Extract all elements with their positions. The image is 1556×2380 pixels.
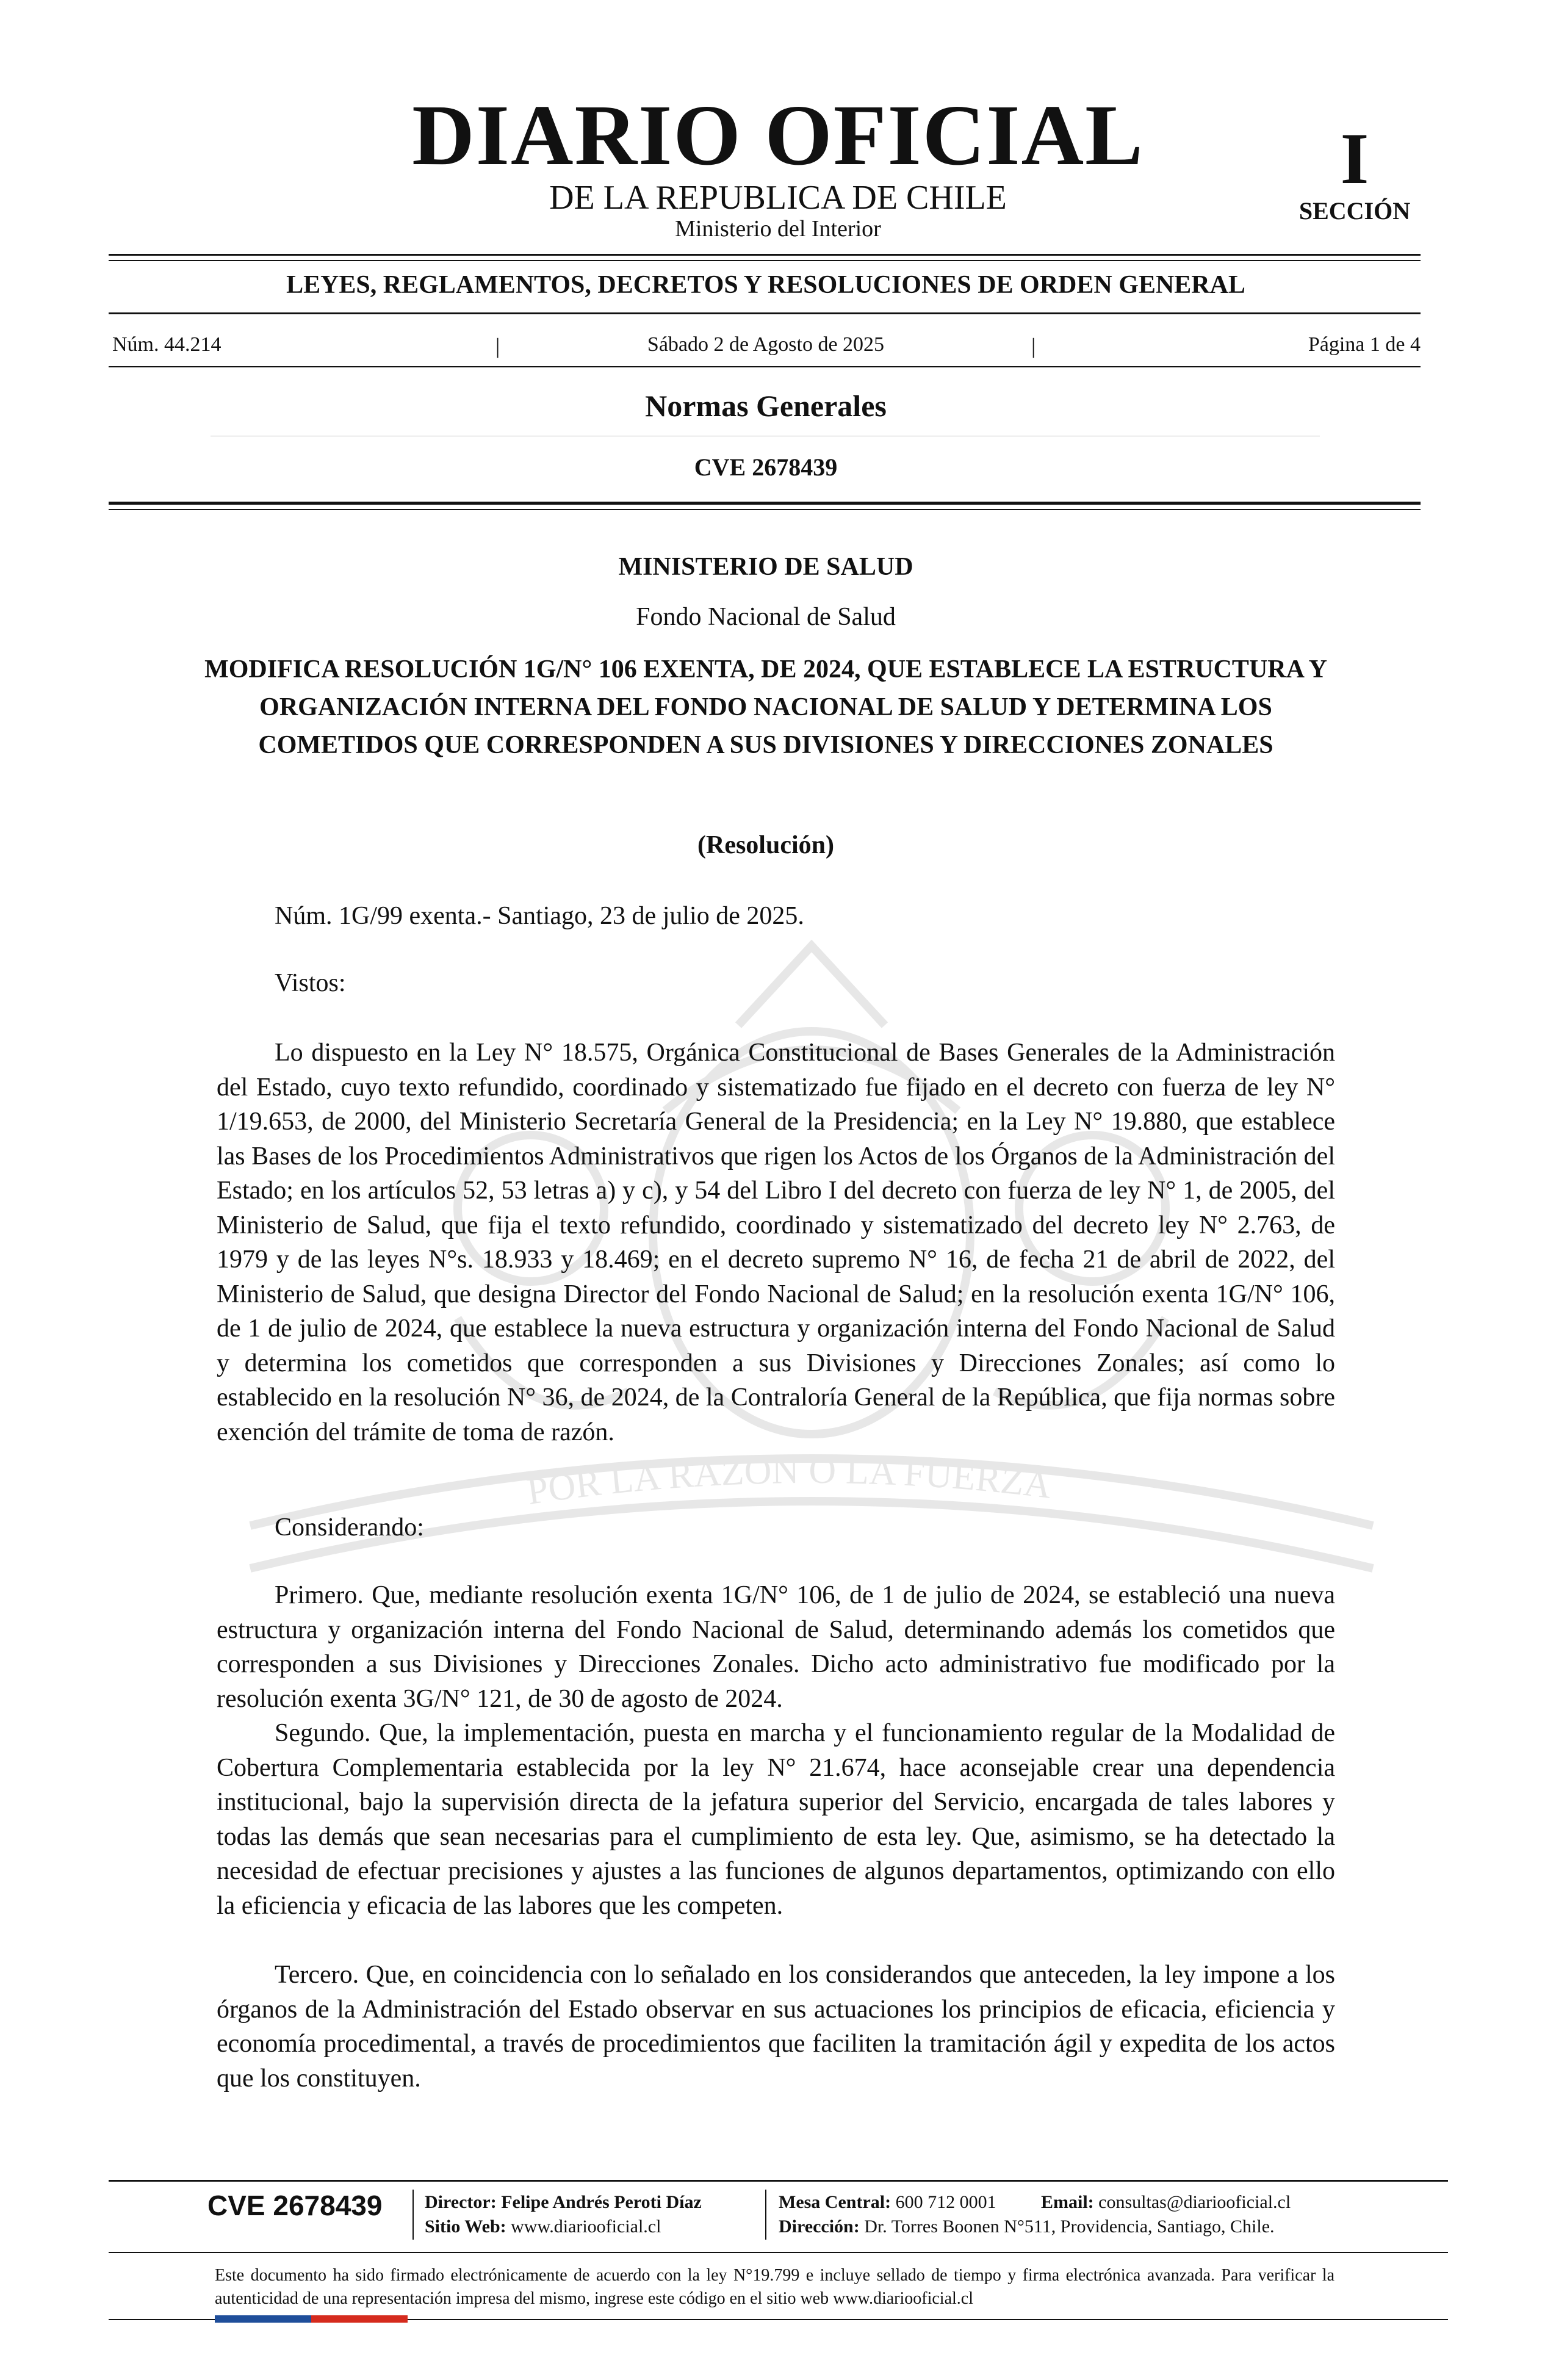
meta-separator: | bbox=[1031, 334, 1036, 358]
page-indicator: Página 1 de 4 bbox=[1308, 333, 1421, 356]
flag-stripe-blue bbox=[215, 2315, 311, 2323]
document-agency: Fondo Nacional de Salud bbox=[636, 603, 896, 631]
footer-divider bbox=[765, 2190, 766, 2240]
footer-cve-code: CVE 2678439 bbox=[207, 2190, 383, 2221]
category-rule bbox=[109, 312, 1421, 314]
motto-text: POR LA RAZON O LA FUERZA bbox=[524, 1449, 1054, 1513]
document-title: MODIFICA RESOLUCIÓN 1G/N° 106 EXENTA, DE 2024, QUE ESTABLECE LA ESTRUCTURA Y ORGANIZACIÓN INTERNA DEL FONDO NACIONAL DE SALUD Y DETERMINA LOS COMETIDOS QUE CORRESPONDEN A SUS DIVISIONES Y DIRECCIONES ZONALES bbox=[204, 655, 1327, 759]
director-label: Director: bbox=[425, 2192, 497, 2212]
considerando-segundo: Segundo. Que, la implementación, puesta en marcha y el funcionamiento regular de la Modalidad de Cobertura Complementaria establecida por la ley N° 21.674, hace aconsejable crear una dependencia institucional, bajo la supervisión directa de la jefatura superior del Servicio, encargada de tales labores y todas las demás que sean necesarias para el cumplimiento de esta ley. Que, asimismo, se ha detectado la necesidad de efectuar precisiones y ajustes a las funciones de algunos departamentos, optimizando con ello la eficiencia y eficacia de las labores que les competen. bbox=[217, 1719, 1335, 1920]
considerando-primero: Primero. Que, mediante resolución exenta 1G/N° 106, de 1 de julio de 2024, se estableció una nueva estructura y organización interna del Fondo Nacional de Salud, determinando además los cometidos que corresponden a sus Divisiones y Direcciones Zonales. Dicho acto administrativo fue modificado por la resolución exenta 3G/N° 121, de 30 de agosto de 2024. bbox=[217, 1581, 1335, 1713]
footer-phone bbox=[779, 2193, 996, 2212]
phone-label: Mesa Central: bbox=[779, 2192, 891, 2212]
document-ministry: MINISTERIO DE SALUD bbox=[618, 553, 913, 581]
footer-email bbox=[1041, 2193, 1291, 2212]
address-text: Dr. Torres Boonen N°511, Providencia, Santiago, Chile. bbox=[864, 2216, 1275, 2237]
flag-stripe-red bbox=[311, 2315, 408, 2323]
newspaper-title: DIARIO OFICIAL bbox=[412, 87, 1144, 183]
phone-number: 600 712 0001 bbox=[895, 2192, 996, 2212]
vistos-paragraph: Lo dispuesto en la Ley N° 18.575, Orgánica Constitucional de Bases Generales de la Administración del Estado, cuyo texto refundido, coordinado y sistematizado fue fijado en el decreto con fuerza de ley N° 1/19.653, de 2000, del Ministerio Secretaría General de la Presidencia; en la Ley N° 19.880, que establece las Bases de los Procedimientos Administrativos que rigen los Actos de los Órganos de la Administración del Estado; en los artículos 52, 53 letras a) y c), y 54 del Libro I del decreto con fuerza de ley N° 1, de 2005, del Ministerio de Salud, que fija el texto refundido, coordinado y sistematizado del decreto ley N° 2.763, de 1979 y de las leyes N°s. 18.933 y 18.469; en el decreto supremo N° 16, de fecha 21 de abril de 2022, del Ministerio de Salud, que designa Director del Fondo Nacional de Salud; en la resolución exenta 1G/N° 106, de 1 de julio de 2024, que establece la nueva estructura y organización interna del Fondo Nacional de Salud y determina los cometidos que corresponden a sus Divisiones y Direcciones Zonales; así como lo establecido en la resolución N° 36, de 2024, de la Contraloría General de la República, que fija normas sobre exención del trámite de toma de razón. bbox=[217, 1039, 1335, 1446]
meta-rule bbox=[109, 366, 1421, 367]
website-label: Sitio Web: bbox=[425, 2216, 506, 2237]
footer-legal-notice: Este documento ha sido firmado electrónicamente de acuerdo con la ley N°19.799 e incluye sellado de tiempo y firma electrónica avanzada. Para verificar la autenticidad de una representación impresa del mismo, ingrese este código en el sitio web www.diariooficial.cl bbox=[215, 2266, 1334, 2308]
considerando-tercero: Tercero. Que, en coincidencia con lo señalado en los considerandos que anteceden, la ley impone a los órganos de la Administración del Estado observar en sus actuaciones los principios de eficacia, eficiencia y economía procedimental, a través de procedimientos que faciliten la tramitación ágil y expedita de los actos que los constituyen. bbox=[217, 1961, 1335, 2093]
header-rule-top-thin bbox=[109, 260, 1421, 261]
rubric-heading: Normas Generales bbox=[645, 389, 887, 423]
website-link[interactable]: www.diariooficial.cl bbox=[511, 2216, 661, 2237]
cve-code: CVE 2678439 bbox=[694, 453, 838, 481]
footer-rule-mid bbox=[109, 2252, 1448, 2253]
newspaper-ministry: Ministerio del Interior bbox=[675, 216, 881, 242]
footer-divider bbox=[412, 2190, 414, 2240]
director-name: Felipe Andrés Peroti Díaz bbox=[501, 2192, 702, 2212]
footer-rule-top bbox=[109, 2180, 1448, 2182]
resolution-number: Núm. 1G/99 exenta.- Santiago, 23 de julio de 2025. bbox=[275, 902, 804, 930]
footer-director bbox=[425, 2193, 702, 2212]
document-kind: (Resolución) bbox=[697, 831, 834, 859]
email-link[interactable]: consultas@diariooficial.cl bbox=[1098, 2192, 1291, 2212]
body-rule-thin bbox=[109, 509, 1421, 510]
body-rule-thick bbox=[109, 502, 1421, 505]
vistos-heading: Vistos: bbox=[275, 969, 346, 997]
category-banner: LEYES, REGLAMENTOS, DECRETOS Y RESOLUCIONES DE ORDEN GENERAL bbox=[286, 271, 1245, 299]
section-number: I bbox=[1340, 118, 1369, 199]
header-rule-top bbox=[109, 254, 1421, 256]
section-label: SECCIÓN bbox=[1298, 197, 1411, 225]
footer-website bbox=[425, 2218, 661, 2236]
email-label: Email: bbox=[1041, 2192, 1094, 2212]
address-label: Dirección: bbox=[779, 2216, 860, 2237]
considerando-heading: Considerando: bbox=[275, 1513, 424, 1542]
issue-date: Sábado 2 de Agosto de 2025 bbox=[647, 333, 885, 356]
newspaper-subtitle: DE LA REPUBLICA DE CHILE bbox=[549, 179, 1007, 217]
meta-separator: | bbox=[495, 334, 500, 358]
issue-number: Núm. 44.214 bbox=[112, 333, 222, 356]
footer-address bbox=[779, 2218, 1275, 2236]
